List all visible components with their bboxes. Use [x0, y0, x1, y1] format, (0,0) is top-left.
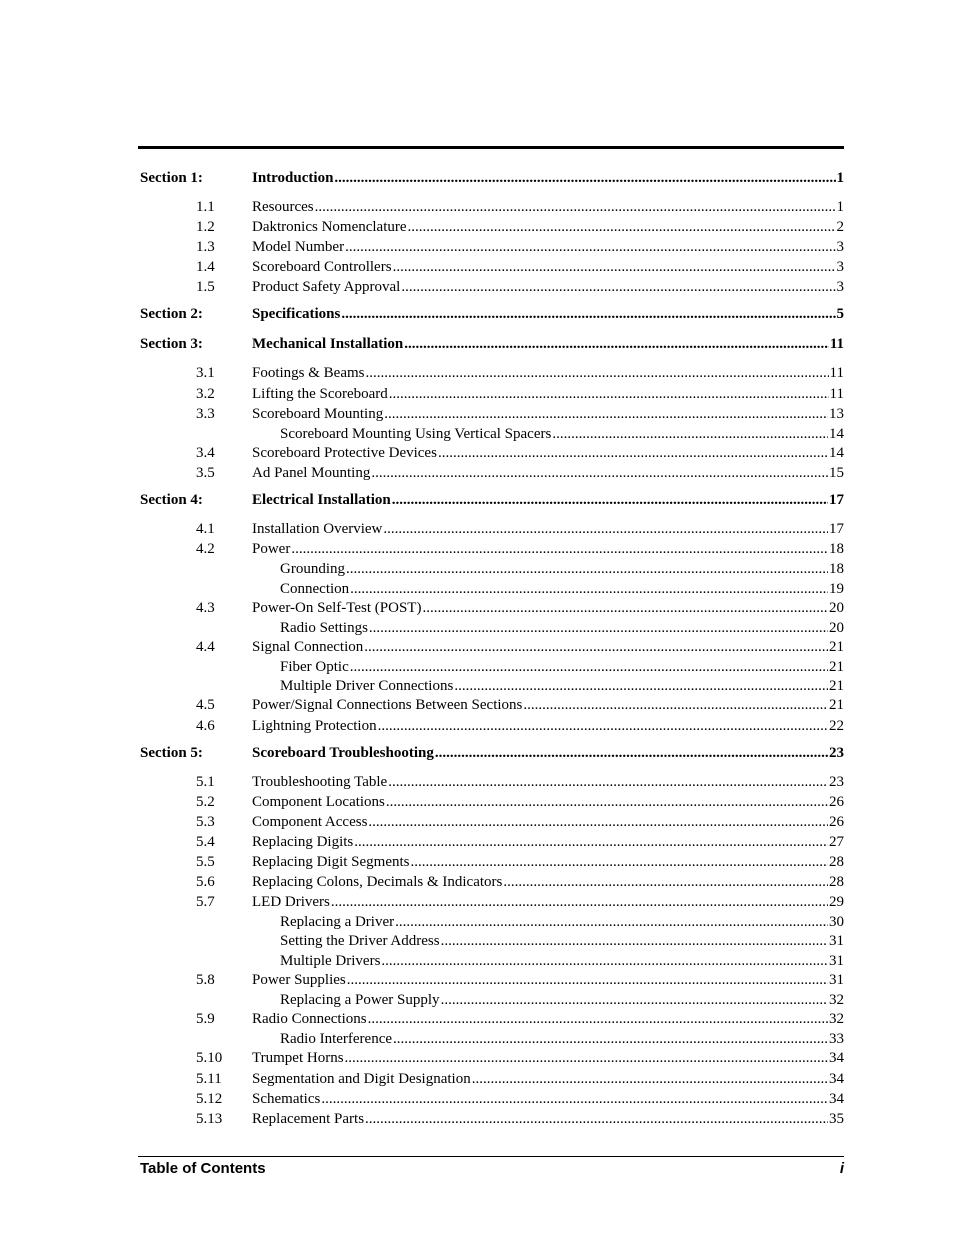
dot-leader	[345, 1048, 828, 1068]
toc-entry-row[interactable]	[138, 716, 844, 736]
entry-title: Scoreboard Protective Devices	[252, 444, 437, 461]
entry-number: 5.8	[196, 971, 215, 988]
toc-entry	[252, 334, 844, 354]
toc-entry-row[interactable]	[138, 637, 844, 657]
dot-leader	[503, 872, 828, 892]
entry-page-number: 20	[829, 599, 844, 616]
entry-page-number: 31	[829, 933, 844, 950]
section-page-number: 23	[829, 744, 844, 761]
entry-page-number: 23	[829, 773, 844, 790]
dot-leader	[369, 618, 828, 638]
entry-title: Footings & Beams	[252, 365, 365, 382]
toc-entry	[252, 872, 844, 892]
toc-entry	[280, 618, 844, 638]
entry-title: Replacing Digit Segments	[252, 854, 410, 870]
dot-leader	[422, 598, 828, 618]
entry-title: Multiple Drivers	[280, 952, 381, 969]
entry-page-number: 13	[829, 405, 844, 422]
entry-number: 1.2	[196, 219, 215, 236]
entry-number: 3.3	[196, 405, 215, 422]
top-rule	[138, 146, 844, 149]
entry-page-number: 28	[829, 874, 844, 891]
dot-leader	[384, 404, 828, 424]
dot-leader	[341, 304, 835, 324]
toc-entry-row[interactable]	[138, 792, 844, 812]
toc-entry	[252, 257, 844, 277]
toc-entry-row[interactable]	[138, 772, 844, 792]
entry-number: 4.1	[196, 521, 215, 538]
entry-title: Lifting the Scoreboard	[252, 385, 388, 402]
toc-entry-row[interactable]	[138, 237, 844, 257]
dot-leader	[345, 237, 835, 257]
dot-leader	[364, 637, 828, 657]
toc-subentry-row[interactable]	[138, 424, 844, 443]
toc-entry-row[interactable]	[138, 1048, 844, 1068]
toc-entry	[252, 695, 844, 715]
entry-page-number: 11	[829, 385, 844, 402]
toc-entry-row[interactable]	[138, 277, 844, 297]
toc-entry-row[interactable]	[138, 463, 844, 483]
entry-title: Installation Overview	[252, 521, 383, 538]
entry-title: Ad Panel Mounting	[252, 465, 371, 482]
dot-leader	[389, 384, 829, 404]
toc-entry	[252, 772, 844, 792]
dot-leader	[383, 519, 828, 539]
toc-subentry-row[interactable]	[138, 1029, 844, 1048]
entry-title: Lightning Protection	[252, 717, 377, 734]
entry-page-number: 20	[829, 619, 844, 636]
toc-entry	[280, 676, 844, 696]
entry-number: 3.4	[196, 444, 215, 461]
toc-entry	[252, 197, 844, 217]
toc-entry	[252, 304, 844, 324]
entry-title: Model Number	[252, 239, 345, 256]
toc-entry-row[interactable]	[138, 892, 844, 912]
toc-entry	[280, 559, 844, 579]
entry-title: LED Drivers	[252, 894, 330, 911]
entry-page-number: 3	[836, 239, 844, 256]
section-title: Electrical Installation	[252, 492, 391, 509]
entry-page-number: 33	[829, 1031, 844, 1048]
toc-entry-row[interactable]	[138, 257, 844, 277]
toc-entry	[280, 951, 844, 971]
dot-leader	[438, 443, 828, 463]
dot-leader	[354, 832, 828, 852]
entry-page-number: 32	[829, 991, 844, 1008]
toc-entry-row[interactable]	[138, 1109, 844, 1129]
entry-page-number: 1	[836, 199, 844, 215]
toc-entry-row[interactable]	[138, 404, 844, 424]
toc-entry-row[interactable]	[138, 217, 844, 237]
toc-entry-row[interactable]	[138, 519, 844, 539]
toc-entry-row[interactable]	[138, 598, 844, 618]
toc-entry-row[interactable]	[138, 852, 844, 872]
toc-entry	[252, 404, 844, 424]
toc-subentry-row[interactable]	[138, 990, 844, 1009]
toc-entry	[252, 237, 844, 257]
toc-section-row[interactable]	[138, 490, 844, 513]
dot-leader	[388, 772, 828, 792]
toc-entry	[252, 1009, 844, 1029]
toc-entry	[252, 1089, 844, 1109]
dot-leader	[315, 197, 836, 217]
entry-page-number: 22	[829, 717, 844, 734]
toc-section-row[interactable]	[138, 304, 844, 327]
toc-entry	[252, 812, 844, 832]
table-of-contents	[138, 168, 844, 1129]
entry-title: Connection	[280, 580, 350, 597]
entry-page-number: 35	[829, 1110, 844, 1127]
footer-page-number: i	[839, 1160, 844, 1177]
dot-leader	[321, 1089, 828, 1109]
entry-number: 5.6	[196, 874, 215, 891]
entry-number: 5.10	[196, 1050, 223, 1067]
entry-number: 1.3	[196, 239, 215, 256]
entry-page-number: 29	[829, 894, 844, 911]
entry-page-number: 21	[829, 697, 844, 714]
toc-entry	[252, 1069, 844, 1089]
section-page-number: 17	[829, 492, 844, 509]
dot-leader	[334, 168, 835, 188]
dot-leader	[435, 743, 828, 763]
toc-entry-row[interactable]	[138, 1069, 844, 1089]
entry-page-number: 21	[829, 638, 844, 655]
entry-page-number: 28	[829, 854, 844, 870]
entry-title: Power Supplies	[252, 971, 346, 988]
entry-title: Component Locations	[252, 793, 385, 810]
toc-entry-row[interactable]	[138, 443, 844, 463]
entry-page-number: 19	[829, 580, 844, 597]
section-title: Introduction	[252, 170, 334, 186]
entry-title: Component Access	[252, 813, 368, 830]
toc-entry	[280, 579, 844, 599]
dot-leader	[401, 277, 835, 297]
toc-entry	[252, 852, 844, 872]
toc-entry	[252, 168, 844, 188]
toc-entry	[252, 443, 844, 463]
toc-subentry-row[interactable]	[138, 951, 844, 970]
entry-title: Daktronics Nomenclature	[252, 219, 407, 236]
entry-number: 3.2	[196, 385, 215, 402]
entry-title: Power/Signal Connections Between Sections	[252, 697, 523, 714]
dot-leader	[347, 970, 828, 990]
entry-number: 5.5	[196, 854, 215, 870]
entry-page-number: 34	[829, 1090, 844, 1107]
toc-entry	[252, 743, 844, 763]
toc-entry	[252, 1109, 844, 1129]
toc-section-row[interactable]	[138, 743, 844, 766]
toc-entry	[280, 931, 844, 951]
page-footer	[140, 1160, 844, 1180]
toc-entry	[280, 657, 844, 677]
entry-page-number: 21	[829, 659, 844, 676]
dot-leader	[381, 951, 828, 971]
toc-entry	[252, 792, 844, 812]
entry-page-number: 11	[829, 365, 844, 382]
toc-entry	[252, 832, 844, 852]
entry-number: 5.11	[196, 1070, 222, 1087]
entry-title: Replacement Parts	[252, 1110, 365, 1127]
section-page-number: 5	[836, 306, 844, 323]
section-label: Section 4:	[140, 492, 203, 509]
entry-title: Scoreboard Mounting Using Vertical Spacers	[280, 425, 552, 442]
toc-entry	[252, 892, 844, 912]
toc-entry-row[interactable]	[138, 812, 844, 832]
entry-page-number: 21	[829, 678, 844, 695]
toc-entry	[252, 598, 844, 618]
entry-title: Power	[252, 541, 291, 558]
entry-title: Schematics	[252, 1090, 321, 1107]
entry-number: 1.4	[196, 259, 215, 276]
entry-number: 5.13	[196, 1110, 223, 1127]
entry-page-number: 18	[829, 541, 844, 558]
toc-subentry-row[interactable]	[138, 559, 844, 578]
entry-title: Product Safety Approval	[252, 279, 401, 296]
toc-entry	[252, 463, 844, 483]
toc-entry-row[interactable]	[138, 539, 844, 559]
dot-leader	[393, 257, 836, 277]
toc-entry	[252, 539, 844, 559]
entry-number: 5.9	[196, 1011, 215, 1028]
entry-title: Setting the Driver Address	[280, 933, 440, 950]
entry-title: Replacing a Driver	[280, 914, 395, 931]
entry-number: 3.1	[196, 365, 215, 382]
entry-page-number: 18	[829, 561, 844, 578]
entry-page-number: 14	[829, 425, 844, 442]
toc-entry	[280, 990, 844, 1010]
dot-leader	[386, 792, 828, 812]
entry-number: 1.1	[196, 199, 215, 215]
entry-page-number: 15	[829, 465, 844, 482]
toc-entry	[252, 363, 844, 383]
dot-leader	[392, 490, 828, 510]
dot-leader	[393, 1029, 828, 1049]
toc-subentry-row[interactable]	[138, 912, 844, 931]
entry-number: 3.5	[196, 465, 215, 482]
section-label: Section 3:	[140, 336, 203, 353]
entry-page-number: 30	[829, 914, 844, 931]
toc-subentry-row[interactable]	[138, 676, 844, 695]
toc-entry	[280, 912, 844, 932]
toc-entry	[252, 217, 844, 237]
section-title: Mechanical Installation	[252, 336, 404, 353]
entry-title: Radio Connections	[252, 1011, 367, 1028]
entry-page-number: 2	[836, 219, 844, 236]
toc-entry	[252, 384, 844, 404]
entry-number: 4.3	[196, 599, 215, 616]
toc-subentry-row[interactable]	[138, 579, 844, 598]
entry-page-number: 34	[829, 1050, 844, 1067]
section-label: Section 5:	[140, 744, 203, 761]
section-page-number: 1	[836, 170, 844, 186]
toc-subentry-row[interactable]	[138, 931, 844, 950]
entry-page-number: 3	[836, 259, 844, 276]
section-label: Section 1:	[140, 170, 203, 186]
entry-number: 5.7	[196, 894, 215, 911]
entry-number: 4.2	[196, 541, 215, 558]
entry-number: 5.4	[196, 833, 215, 850]
entry-number: 5.12	[196, 1090, 223, 1107]
toc-entry-row[interactable]	[138, 384, 844, 404]
toc-section-row[interactable]	[138, 334, 844, 357]
dot-leader	[368, 1009, 828, 1029]
toc-entry	[280, 424, 844, 444]
entry-title: Power-On Self-Test (POST)	[252, 599, 422, 616]
section-title: Scoreboard Troubleshooting	[252, 744, 434, 761]
footer-title: Table of Contents	[140, 1160, 266, 1177]
entry-title: Replacing Digits	[252, 833, 354, 850]
entry-title: Scoreboard Controllers	[252, 259, 392, 276]
entry-number: 1.5	[196, 279, 215, 296]
toc-entry	[252, 490, 844, 510]
dot-leader	[454, 676, 828, 696]
dot-leader	[350, 579, 828, 599]
section-page-number: 11	[829, 336, 844, 353]
dot-leader	[378, 716, 828, 736]
toc-entry-row[interactable]	[138, 832, 844, 852]
dot-leader	[408, 217, 836, 237]
entry-title: Replacing a Power Supply	[280, 991, 440, 1008]
entry-page-number: 31	[829, 971, 844, 988]
entry-number: 4.5	[196, 697, 215, 714]
toc-entry	[252, 277, 844, 297]
entry-page-number: 27	[829, 833, 844, 850]
footer-rule	[138, 1156, 844, 1157]
dot-leader	[395, 912, 828, 932]
entry-page-number: 34	[829, 1070, 844, 1087]
entry-page-number: 14	[829, 444, 844, 461]
toc-entry-row[interactable]	[138, 872, 844, 892]
dot-leader	[368, 812, 828, 832]
section-label: Section 2:	[140, 306, 203, 323]
dot-leader	[371, 463, 828, 483]
toc-entry	[252, 1048, 844, 1068]
dot-leader	[472, 1069, 828, 1089]
toc-entry	[252, 970, 844, 990]
entry-title: Scoreboard Mounting	[252, 405, 384, 422]
dot-leader	[365, 1109, 828, 1129]
toc-entry	[280, 1029, 844, 1049]
dot-leader	[404, 334, 829, 354]
toc-entry-row[interactable]	[138, 970, 844, 990]
entry-page-number: 32	[829, 1011, 844, 1028]
toc-entry-row[interactable]	[138, 197, 844, 217]
entry-number: 5.3	[196, 813, 215, 830]
dot-leader	[441, 990, 828, 1010]
entry-number: 5.1	[196, 773, 215, 790]
entry-title: Radio Settings	[280, 619, 368, 636]
entry-title: Replacing Colons, Decimals & Indicators	[252, 874, 503, 891]
entry-number: 4.4	[196, 638, 215, 655]
entry-page-number: 26	[829, 793, 844, 810]
entry-page-number: 26	[829, 813, 844, 830]
toc-section-row[interactable]	[138, 168, 844, 191]
toc-entry	[252, 637, 844, 657]
toc-entry-row[interactable]	[138, 1089, 844, 1109]
entry-title: Trumpet Horns	[252, 1050, 344, 1067]
entry-title: Grounding	[280, 561, 345, 578]
entry-page-number: 3	[836, 279, 844, 296]
dot-leader	[331, 892, 828, 912]
entry-page-number: 17	[829, 521, 844, 538]
entry-title: Radio Interference	[280, 1031, 393, 1048]
entry-title: Troubleshooting Table	[252, 773, 388, 790]
dot-leader	[552, 424, 828, 444]
section-title: Specifications	[252, 306, 341, 323]
toc-entry-row[interactable]	[138, 695, 844, 715]
dot-leader	[350, 657, 828, 677]
toc-subentry-row[interactable]	[138, 657, 844, 676]
toc-entry	[252, 716, 844, 736]
entry-title: Signal Connection	[252, 638, 364, 655]
dot-leader	[291, 539, 828, 559]
toc-entry-row[interactable]	[138, 1009, 844, 1029]
dot-leader	[523, 695, 828, 715]
dot-leader	[366, 363, 829, 383]
entry-title: Resources	[252, 199, 314, 215]
dot-leader	[410, 852, 828, 872]
entry-page-number: 31	[829, 952, 844, 969]
dot-leader	[346, 559, 828, 579]
toc-entry	[252, 519, 844, 539]
dot-leader	[441, 931, 828, 951]
entry-title: Fiber Optic	[280, 659, 349, 676]
entry-title: Multiple Driver Connections	[280, 678, 454, 695]
entry-number: 5.2	[196, 793, 215, 810]
toc-subentry-row[interactable]	[138, 618, 844, 637]
entry-title: Segmentation and Digit Designation	[252, 1070, 471, 1087]
entry-number: 4.6	[196, 717, 215, 734]
toc-entry-row[interactable]	[138, 363, 844, 383]
